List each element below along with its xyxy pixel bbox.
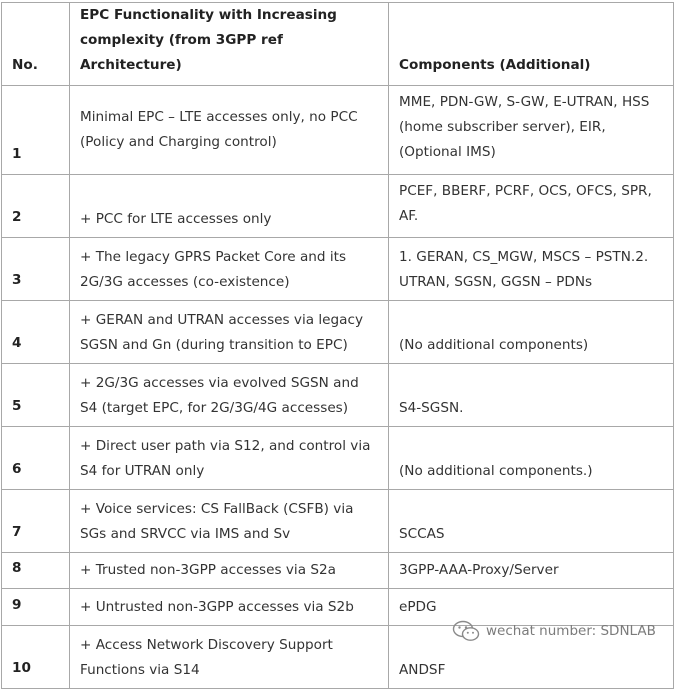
row-number: 1 — [2, 86, 70, 175]
row-number: 6 — [2, 427, 70, 490]
row-function: + Access Network Discovery Support Functions via S14 — [70, 626, 389, 689]
row-function: + Direct user path via S12, and control via S4 for UTRAN only — [70, 427, 389, 490]
row-number: 7 — [2, 490, 70, 553]
row-components: ANDSF — [389, 626, 674, 689]
row-function: + The legacy GPRS Packet Core and its 2G/3G accesses (co-existence) — [70, 238, 389, 301]
row-number: 10 — [2, 626, 70, 689]
row-function: Minimal EPC – LTE accesses only, no PCC (Policy and Charging control) — [70, 86, 389, 175]
row-components: MME, PDN-GW, S-GW, E-UTRAN, HSS (home subscriber server), EIR, (Optional IMS) — [389, 86, 674, 175]
row-components: SCCAS — [389, 490, 674, 553]
header-function: EPC Functionality with Increasing complexity (from 3GPP ref Architecture) — [70, 3, 389, 86]
table-row — [2, 238, 674, 301]
row-function: + Untrusted non-3GPP accesses via S2b — [70, 589, 389, 626]
row-function: + Voice services: CS FallBack (CSFB) via SGs and SRVCC via IMS and Sv — [70, 490, 389, 553]
row-number: 2 — [2, 175, 70, 238]
row-number: 3 — [2, 238, 70, 301]
row-function: + GERAN and UTRAN accesses via legacy SGSN and Gn (during transition to EPC) — [70, 301, 389, 364]
row-components: S4-SGSN. — [389, 364, 674, 427]
row-components: (No additional components) — [389, 301, 674, 364]
row-number: 4 — [2, 301, 70, 364]
wechat-icon — [452, 620, 480, 642]
header-row — [2, 3, 674, 86]
watermark-text: wechat number: SDNLAB — [486, 623, 656, 639]
row-function: + Trusted non-3GPP accesses via S2a — [70, 553, 389, 589]
table-row — [2, 175, 674, 238]
row-function: + PCC for LTE accesses only — [70, 175, 389, 238]
row-components: PCEF, BBERF, PCRF, OCS, OFCS, SPR, AF. — [389, 175, 674, 238]
row-number: 8 — [2, 553, 70, 589]
table-row — [2, 301, 674, 364]
row-number: 9 — [2, 589, 70, 626]
header-no: No. — [2, 3, 70, 86]
table-row — [2, 86, 674, 175]
row-components: ePDG — [389, 589, 674, 626]
row-components: (No additional components.) — [389, 427, 674, 490]
row-function: + 2G/3G accesses via evolved SGSN and S4 (target EPC, for 2G/3G/4G accesses) — [70, 364, 389, 427]
epc-functionality-table — [1, 2, 674, 689]
row-components: 1. GERAN, CS_MGW, MSCS – PSTN.2. UTRAN, SGSN, GGSN – PDNs — [389, 238, 674, 301]
table-row — [2, 364, 674, 427]
table-row — [2, 553, 674, 589]
table-row — [2, 490, 674, 553]
watermark — [452, 620, 656, 642]
header-components: Components (Additional) — [389, 3, 674, 86]
row-components: 3GPP-AAA-Proxy/Server — [389, 553, 674, 589]
table-row — [2, 427, 674, 490]
row-number: 5 — [2, 364, 70, 427]
